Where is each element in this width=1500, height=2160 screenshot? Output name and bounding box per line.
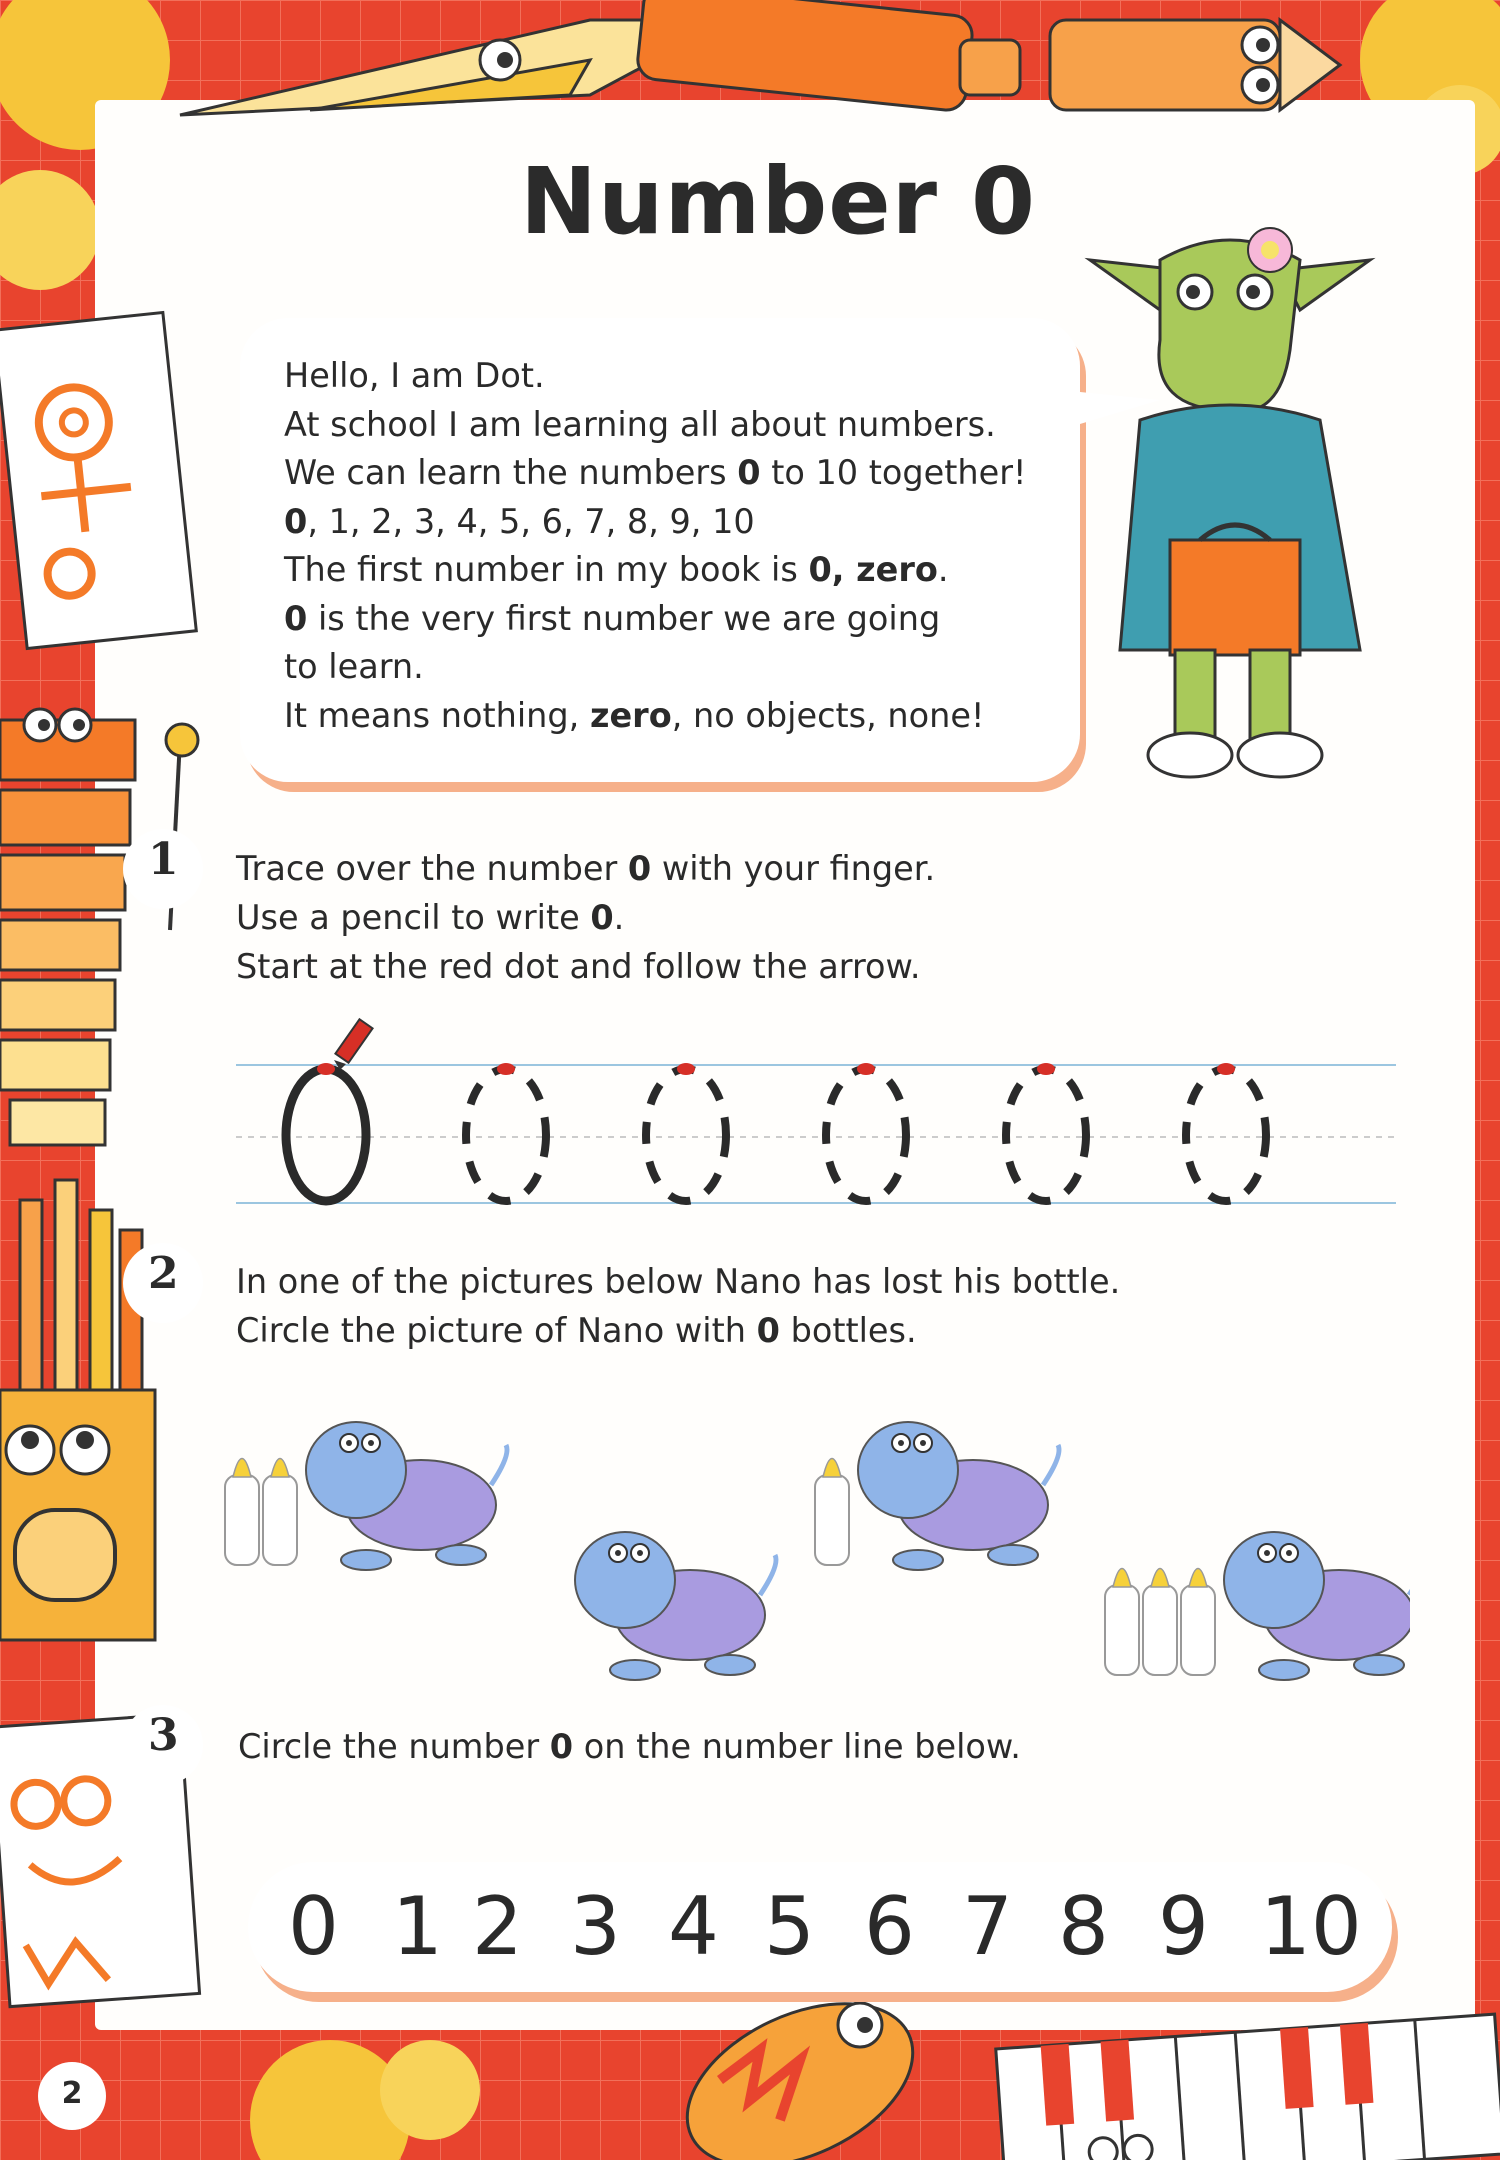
activity-number: 2: [148, 1248, 179, 1299]
text-segment: , 1, 2, 3, 4, 5, 6, 7, 8, 9, 10: [307, 501, 755, 541]
activity-2-instructions: [236, 1257, 1120, 1355]
number-line-item[interactable]: 7: [962, 1880, 1013, 1973]
start-dot: [1037, 1063, 1055, 1075]
dashed-digit-zero: [646, 1069, 726, 1201]
pencil-icon: [334, 1019, 373, 1070]
text-line: [284, 692, 1026, 741]
bold-text: 0: [590, 898, 614, 937]
activity-1-instructions: [236, 844, 935, 991]
number-line-item[interactable]: 10: [1260, 1880, 1362, 1973]
text-line: [236, 844, 935, 893]
bottle-icon: [263, 1459, 297, 1566]
text-segment: to learn.: [284, 647, 424, 686]
bottle-icon: [225, 1459, 259, 1566]
text-segment: Circle the picture of Nano with: [236, 1311, 757, 1350]
bold-text: 0: [737, 453, 761, 492]
intro-text: [284, 352, 1026, 740]
page-number: 2: [61, 2076, 83, 2111]
start-dot: [857, 1063, 875, 1075]
number-line-item[interactable]: 3: [570, 1880, 621, 1973]
text-line: [284, 643, 1026, 692]
activity-1-number-badge: [118, 824, 208, 914]
text-line: [236, 1257, 1120, 1306]
solid-digit-zero: [286, 1069, 366, 1201]
text-segment: The first number in my book is: [284, 550, 809, 589]
bottle-icon: [1181, 1569, 1215, 1676]
text-line: [284, 401, 1026, 450]
text-line: [284, 352, 1026, 401]
text-segment: .: [937, 550, 949, 589]
text-segment: Use a pencil to write: [236, 898, 591, 937]
text-segment: At school I am learning all about numbers.: [284, 404, 996, 444]
nano-baby-illustration: [575, 1532, 776, 1680]
bold-text: 0: [284, 598, 308, 638]
nano-baby-illustration: [858, 1422, 1059, 1570]
nano-baby-illustration: [306, 1422, 507, 1570]
text-line: [284, 546, 1026, 595]
dot-character-illustration: [1080, 220, 1380, 800]
left-side-illustrations: [0, 300, 220, 2100]
number-line-item[interactable]: 9: [1158, 1880, 1209, 1973]
bottom-instrument-illustrations: [420, 1990, 1500, 2160]
activity-number: 1: [148, 834, 179, 885]
number-line-item[interactable]: 2: [472, 1880, 523, 1973]
number-line-item[interactable]: 1: [392, 1880, 443, 1973]
text-segment: is the very first number we are going: [307, 598, 941, 638]
bold-text: 0, zero: [808, 550, 938, 589]
text-segment: , no objects, none!: [671, 695, 985, 735]
text-segment: with your finger.: [651, 849, 936, 888]
text-line: [284, 595, 1026, 644]
text-segment: It means nothing,: [284, 695, 590, 735]
nano-picture[interactable]: [210, 1385, 530, 1595]
nano-picture[interactable]: [1090, 1495, 1410, 1705]
text-segment: .: [613, 898, 625, 937]
start-dot: [497, 1063, 515, 1075]
text-segment: We can learn the numbers: [284, 453, 738, 492]
number-line-item[interactable]: 6: [864, 1880, 915, 1973]
text-segment: In one of the pictures below Nano has lost his bottle.: [236, 1262, 1121, 1301]
bold-text: zero: [589, 695, 672, 735]
top-stationery-illustration: [170, 0, 1370, 140]
text-segment: on the number line below.: [573, 1727, 1021, 1766]
nano-picture[interactable]: [800, 1385, 1120, 1595]
text-line: [236, 1306, 1120, 1355]
number-line-item[interactable]: 0: [288, 1880, 339, 1973]
dashed-digit-zero: [466, 1069, 546, 1201]
number-line-item[interactable]: 5: [764, 1880, 815, 1973]
dashed-digit-zero: [1006, 1069, 1086, 1201]
start-dot: [677, 1063, 695, 1075]
number-line-item[interactable]: 8: [1058, 1880, 1109, 1973]
text-line: [236, 893, 935, 942]
text-segment: bottles.: [779, 1311, 917, 1350]
activity-3-number-badge: [118, 1700, 208, 1790]
bottle-icon: [815, 1459, 849, 1566]
text-segment: Start at the red dot and follow the arrow.: [236, 947, 921, 986]
bold-text: 0: [549, 1727, 574, 1766]
bold-text: 0: [756, 1311, 780, 1350]
text-segment: to 10 together!: [760, 453, 1027, 492]
bottle-icon: [1105, 1569, 1139, 1676]
bold-text: 0: [627, 849, 652, 888]
page-title: Number 0: [520, 148, 1037, 255]
number-line-item[interactable]: 4: [668, 1880, 719, 1973]
text-segment: Trace over the number: [236, 849, 628, 888]
nano-baby-illustration: [1224, 1532, 1410, 1680]
tracing-area: [236, 1010, 1396, 1225]
activity-number: 3: [148, 1710, 179, 1761]
text-line: [238, 1722, 1021, 1771]
activity-2-number-badge: [118, 1238, 208, 1328]
bottle-icon: [1143, 1569, 1177, 1676]
page-number-badge: [38, 2062, 106, 2130]
text-segment: Hello, I am Dot.: [284, 356, 545, 395]
nano-pictures-row: [210, 1385, 1410, 1705]
activity-3-instructions: [238, 1722, 1021, 1771]
start-dot: [1217, 1063, 1235, 1075]
text-line: [236, 942, 935, 991]
text-segment: Circle the number: [238, 1727, 550, 1766]
bold-text: 0: [284, 501, 308, 541]
dashed-digit-zero: [826, 1069, 906, 1201]
text-line: [284, 498, 1026, 547]
text-line: [284, 449, 1026, 498]
start-dot: [317, 1063, 335, 1075]
dashed-digit-zero: [1186, 1069, 1266, 1201]
